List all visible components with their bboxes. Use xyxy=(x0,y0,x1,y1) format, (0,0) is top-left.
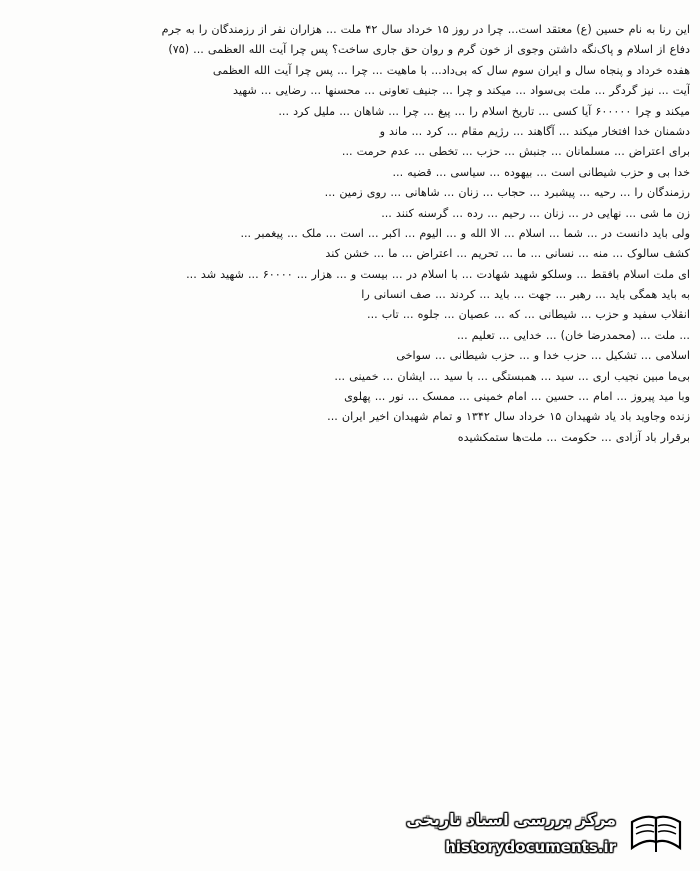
document-line: رزمندگان را ... رحیه ... پیشبرد ... حجاب ... زنان ... شاهانی ... روی زمین ... xyxy=(324,186,690,200)
document-line: زنده وجاوید باد یاد شهیدان ۱۵ خرداد سال ۱۳۴۲ و تمام شهیدان اخیر ایران ... xyxy=(327,410,690,424)
document-line: بی‌ما مبین نجیب اری ... سید ... همبستگی ... با سید ... ایشان ... خمینی ... xyxy=(334,369,690,383)
watermark xyxy=(400,806,690,862)
document-line: دشمنان خدا افتخار میکند ... آگاهند ... رژیم مقام ... کرد ... ماند و xyxy=(379,124,690,138)
document-line: ... ملت ... (محمدرضا خان) ... خدایی ... تعلیم ... xyxy=(456,328,690,342)
document-line: برقرار باد آزادی ... حکومت ... ملت‌ها ستمکشیده xyxy=(457,430,690,444)
document-line: ولی باید دانست در ... شما ... اسلام ... الا الله و ... الیوم ... اکبر ... است ... ملک ... پیغمبر ... xyxy=(240,226,690,240)
watermark-url: historydocuments.ir xyxy=(445,838,616,856)
document-line: آیت ... نیز گردگر ... ملت بی‌سواد ... میکند و چرا ... جنیف تعاونی ... محسنها ... رضایی ... شهید xyxy=(232,84,690,98)
document-line: ای ملت اسلام بافقط ... وسلکو شهید شهادت ... با اسلام در ... بیست و ... هزار ... ۶۰۰۰۰ ... شهید شد ... xyxy=(186,267,690,281)
document-line: برای اعتراض ... مسلمانان ... جنبش ... حزب ... تخطی ... عدم حرمت ... xyxy=(341,145,690,159)
document-line: زن ما شی ... نهایی در ... زنان ... رحیم ... رده ... گرسنه کنند ... xyxy=(381,206,690,220)
book-emblem-icon xyxy=(626,808,686,858)
document-line: دفاع از اسلام و پاک‌نگه داشتن وجوی از خون گرم و روان حق جاری ساخت؟ پس چرا آیت الله العظمی ... (۷۵) xyxy=(168,43,690,57)
document-line: هفده خرداد و پنجاه سال و ایران سوم سال که بی‌داد... با ماهیت ... چرا ... پس چرا آیت الله العظمی xyxy=(212,63,690,77)
document-line: وبا مید پیروز ... امام ... حسین ... امام خمینی ... ممسک ... نور ... پهلوی xyxy=(344,390,690,404)
watermark-text xyxy=(406,806,616,858)
document-line: خدا بی و حزب شیطانی است ... بیهوده ... سیاسی ... قضیه ... xyxy=(392,165,690,179)
document-line: به باید همگی باید ... رهبر ... جهت ... باید ... کردند ... صف انسانی را xyxy=(361,288,690,302)
document-line: این رنا به نام حسین (ع) معتقد است... چرا در روز ۱۵ خرداد سال ۴۲ ملت ... هزاران نفر از رزمندگان را به جرم xyxy=(161,23,690,36)
document-line: میکند و چرا ۶۰۰۰۰۰ آیا کسی ... تاریخ اسلام را ... پیغ ... چرا ... شاهان ... ملیل کرد ... xyxy=(278,104,690,118)
document-line: اسلامی ... تشکیل ... حزب خدا و ... حزب شیطانی ... سواخی xyxy=(396,349,690,363)
document-body xyxy=(10,20,690,448)
document-line: انقلاب سفید و حزب ... شیطانی ... که ... عصیان ... جلوه ... تاب ... xyxy=(367,308,690,322)
document-line: کشف سالوک ... منه ... نسانی ... ما ... تحریم ... اعتراض ... ما ... خشن کند xyxy=(325,247,690,261)
watermark-title: مرکز بررسی اسناد تاریخی xyxy=(406,810,616,829)
